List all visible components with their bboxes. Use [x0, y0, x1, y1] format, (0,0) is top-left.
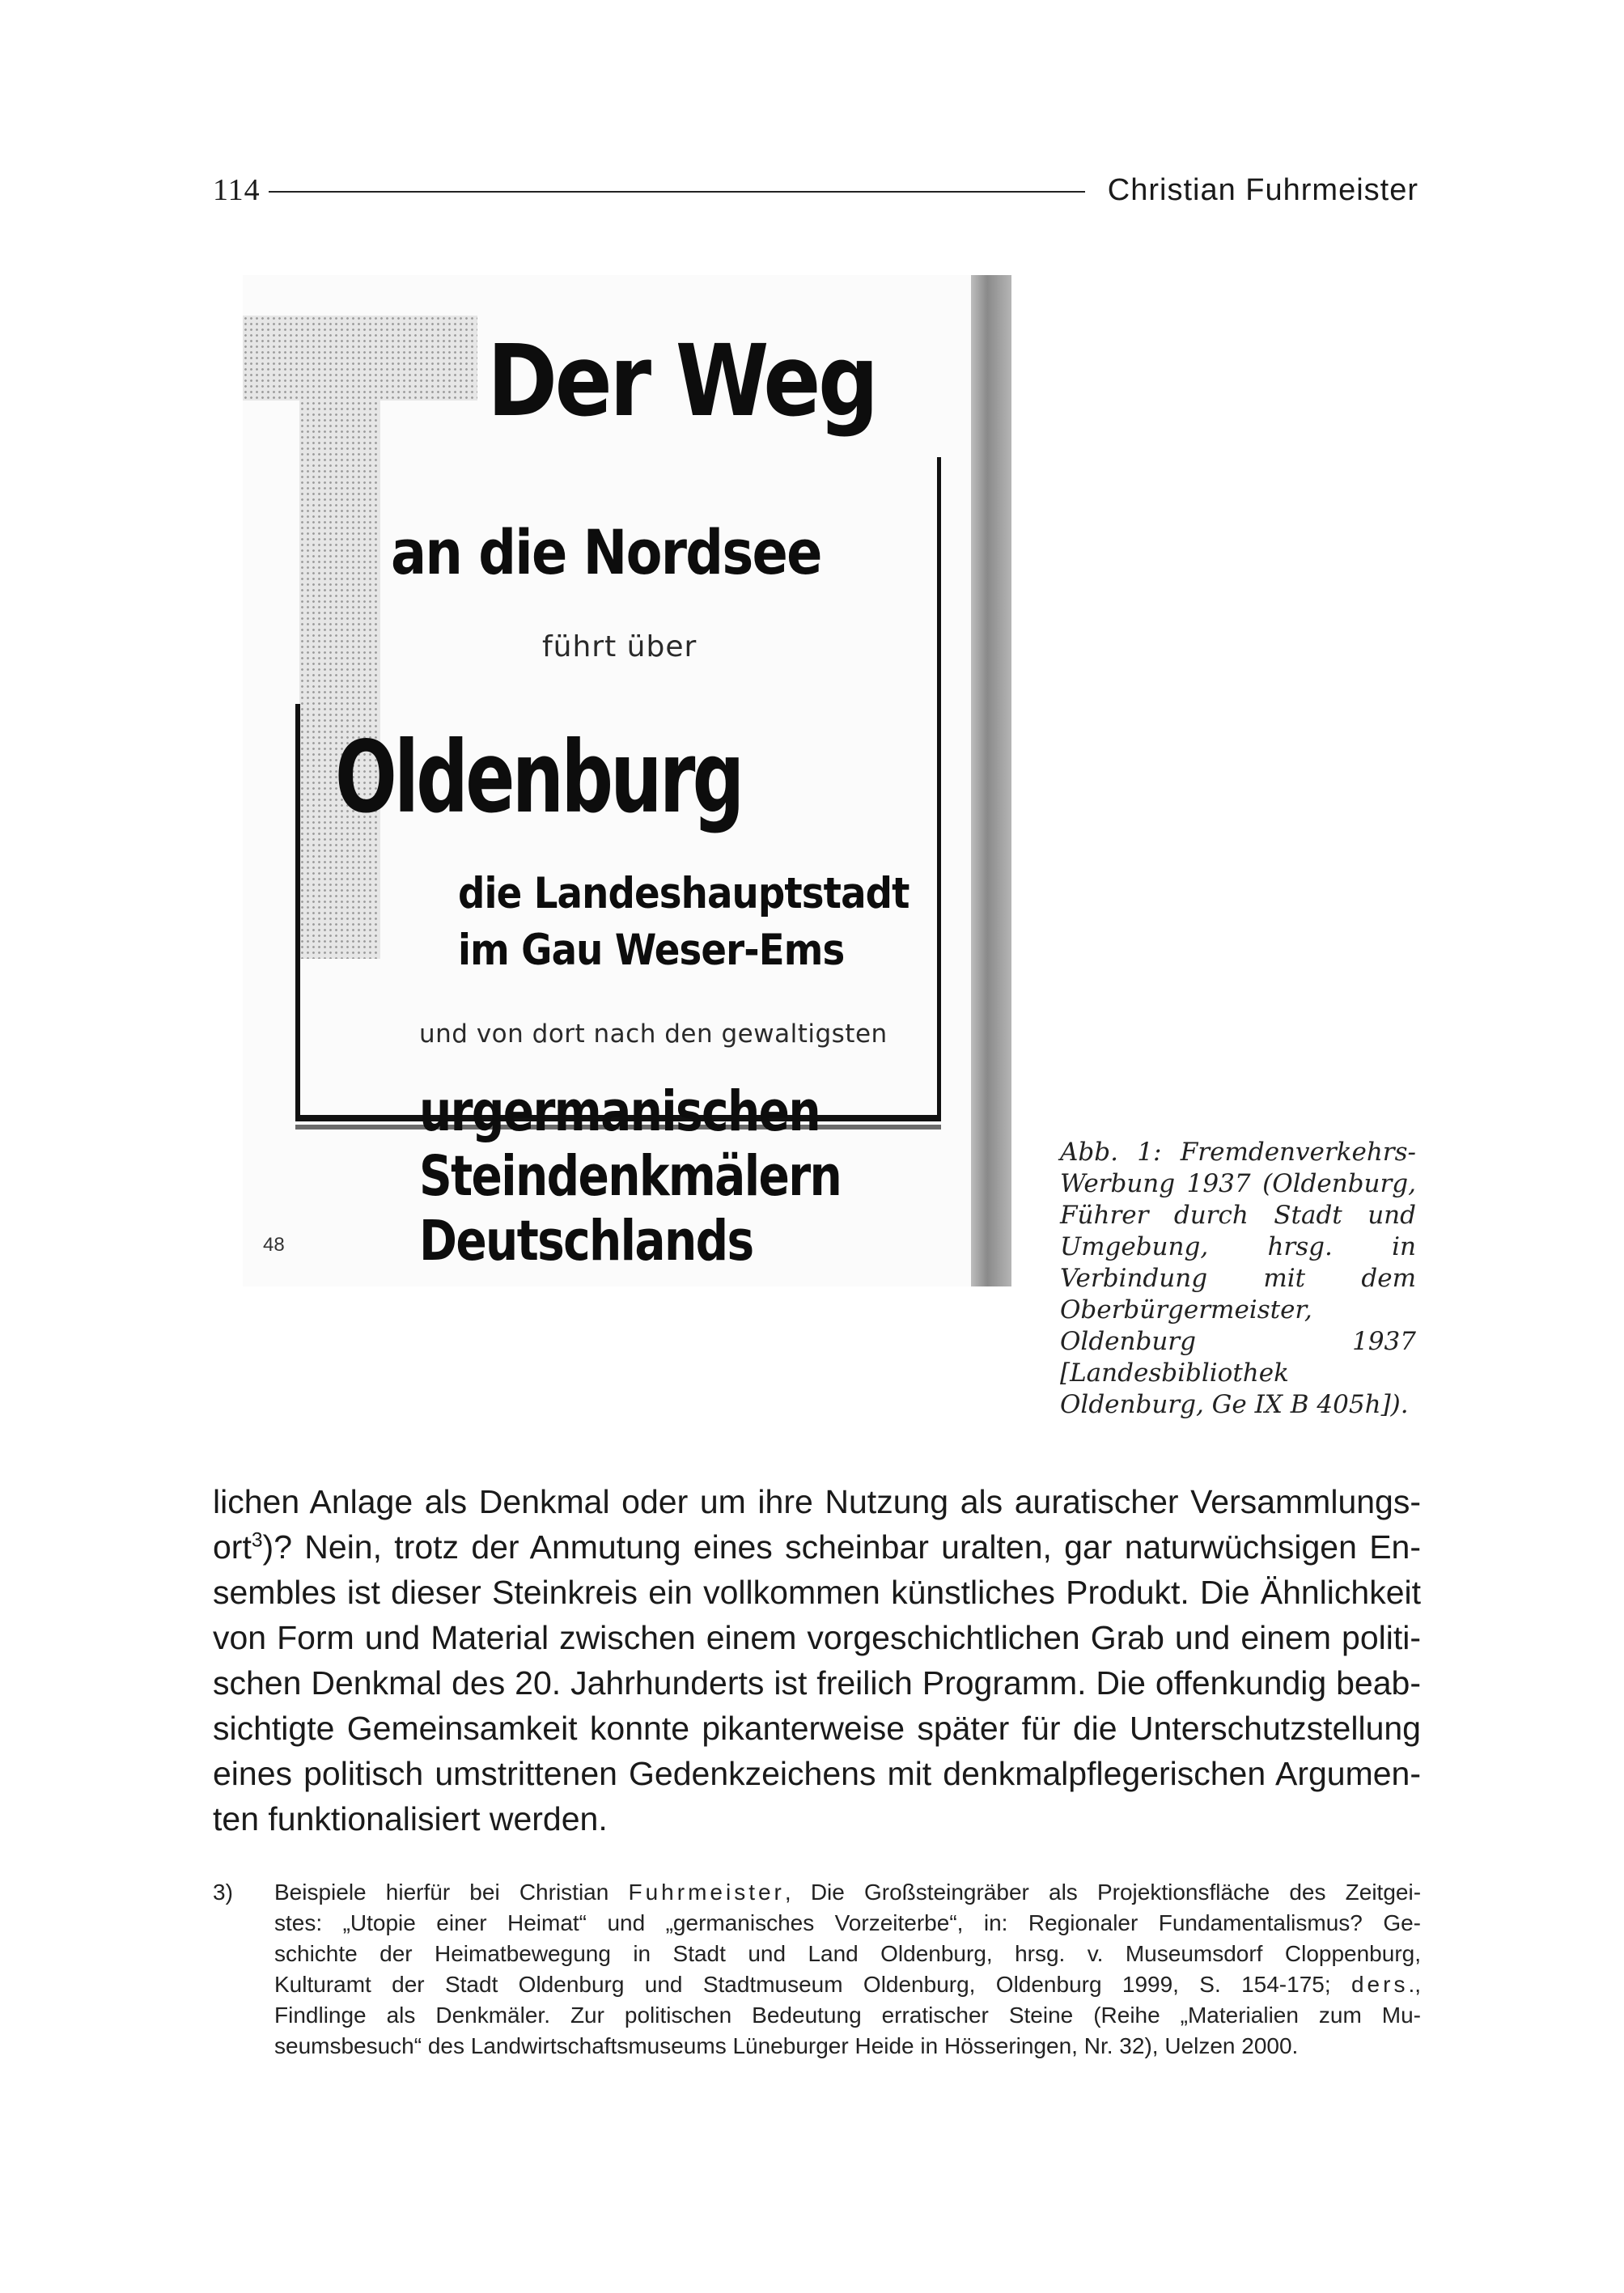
signpost-pole	[299, 401, 380, 959]
poster-headline-der-weg: Der Weg	[487, 324, 876, 439]
body-line: lichen Anlage als Denkmal oder um ihre Nutzung als auratischer Versammlungs-	[213, 1483, 1421, 1520]
body-line-text: ort	[213, 1528, 252, 1566]
footnote-text: Kulturamt der Stadt Oldenburg und Stadtmuseum Oldenburg, Oldenburg 1999, S. 154-175;	[274, 1972, 1331, 1997]
footnote-reference[interactable]: 3	[251, 1529, 263, 1552]
footnote-body	[274, 1877, 1421, 2062]
footnote-text: .,	[1408, 1972, 1421, 1997]
poster-text-urgermanischen: urgermanischen	[419, 1079, 820, 1144]
body-line: von Form und Material zwischen einem vorgeschichtlichen Grab und einem politi-	[213, 1619, 1421, 1656]
body-line: ten funktionalisiert werden.	[213, 1800, 608, 1837]
poster-figure	[243, 275, 1011, 1286]
poster-frame-left	[295, 704, 300, 1117]
footnote-line	[274, 1877, 1421, 1908]
body-line-with-footnote	[213, 1524, 1421, 1570]
poster-text-fuehrt-ueber: führt über	[542, 630, 698, 663]
page-number: 114	[213, 173, 261, 207]
poster-text-gau: im Gau Weser-Ems	[458, 926, 845, 975]
poster-text-und-von-dort: und von dort nach den gewaltigsten	[419, 1019, 888, 1049]
scan-shadow-edge	[971, 275, 1011, 1286]
poster-text-steindenkmaelern: Steindenkmälern	[419, 1144, 842, 1209]
poster-frame-right	[937, 457, 941, 1118]
footnote-line: Findlinge als Denkmäler. Zur politischen Bedeutung erratischer Steine (Reihe „Materialien zum Mu-	[274, 2003, 1421, 2028]
header-rule	[269, 191, 1085, 193]
footnote-ders: ders	[1351, 1972, 1409, 1997]
footnote-text: , Die Großsteingräber als Projektionsfläche des Zeitgei-	[784, 1880, 1422, 1905]
running-head-author: Christian Fuhrmeister	[1107, 172, 1418, 207]
poster-corner-number: 48	[263, 1234, 285, 1256]
footnote-number: 3)	[213, 1880, 233, 1905]
running-head	[213, 166, 1418, 214]
poster-text-deutschlands: Deutschlands	[419, 1209, 753, 1274]
body-line: eines politisch umstrittenen Gedenkzeichens mit denkmalpflegerischen Argumen-	[213, 1755, 1421, 1792]
signpost-arm	[243, 316, 477, 401]
footnote-line	[274, 1969, 1421, 2000]
footnote-text: Beispiele hierfür bei Christian	[274, 1880, 609, 1905]
poster-text-landeshauptstadt: die Landeshauptstadt	[458, 869, 910, 918]
figure-caption: Abb. 1: Fremdenverkehrs-Werbung 1937 (Oldenburg, Führer durch Stadt und Umgebung, hrsg. in Verbindung mit dem Oberbürgermeister, Oldenburg 1937 [Landesbibliothek Oldenburg, Ge IX B 405h]).	[1060, 1138, 1416, 1419]
body-line: schen Denkmal des 20. Jahrhunderts ist freilich Programm. Die offenkundig beab-	[213, 1664, 1421, 1702]
footnote-author-name: Fuhrmeister	[628, 1880, 785, 1905]
footnote-line: seumsbesuch“ des Landwirtschaftsmuseums Lüneburger Heide in Hösseringen, Nr. 32), Uelzen 2000.	[274, 2033, 1299, 2058]
poster-headline-nordsee: an die Nordsee	[391, 516, 821, 588]
poster-headline-oldenburg: Oldenburg	[335, 720, 742, 835]
body-paragraph	[213, 1479, 1421, 1842]
body-line: sembles ist dieser Steinkreis ein vollkommen künstliches Produkt. Die Ähnlichkeit	[213, 1574, 1421, 1611]
body-line: sichtigte Gemeinsamkeit konnte pikanterweise später für die Unterschutzstellung	[213, 1710, 1421, 1747]
footnote-line: schichte der Heimatbewegung in Stadt und Land Oldenburg, hrsg. v. Museumsdorf Cloppenburg,	[274, 1941, 1421, 1966]
footnote-line: stes: „Utopie einer Heimat“ und „germanisches Vorzeiterbe“, in: Regionaler Fundamentalismus? Ge-	[274, 1910, 1421, 1935]
body-line-text: )? Nein, trotz der Anmutung eines scheinbar uralten, gar naturwüchsigen En-	[262, 1528, 1421, 1566]
